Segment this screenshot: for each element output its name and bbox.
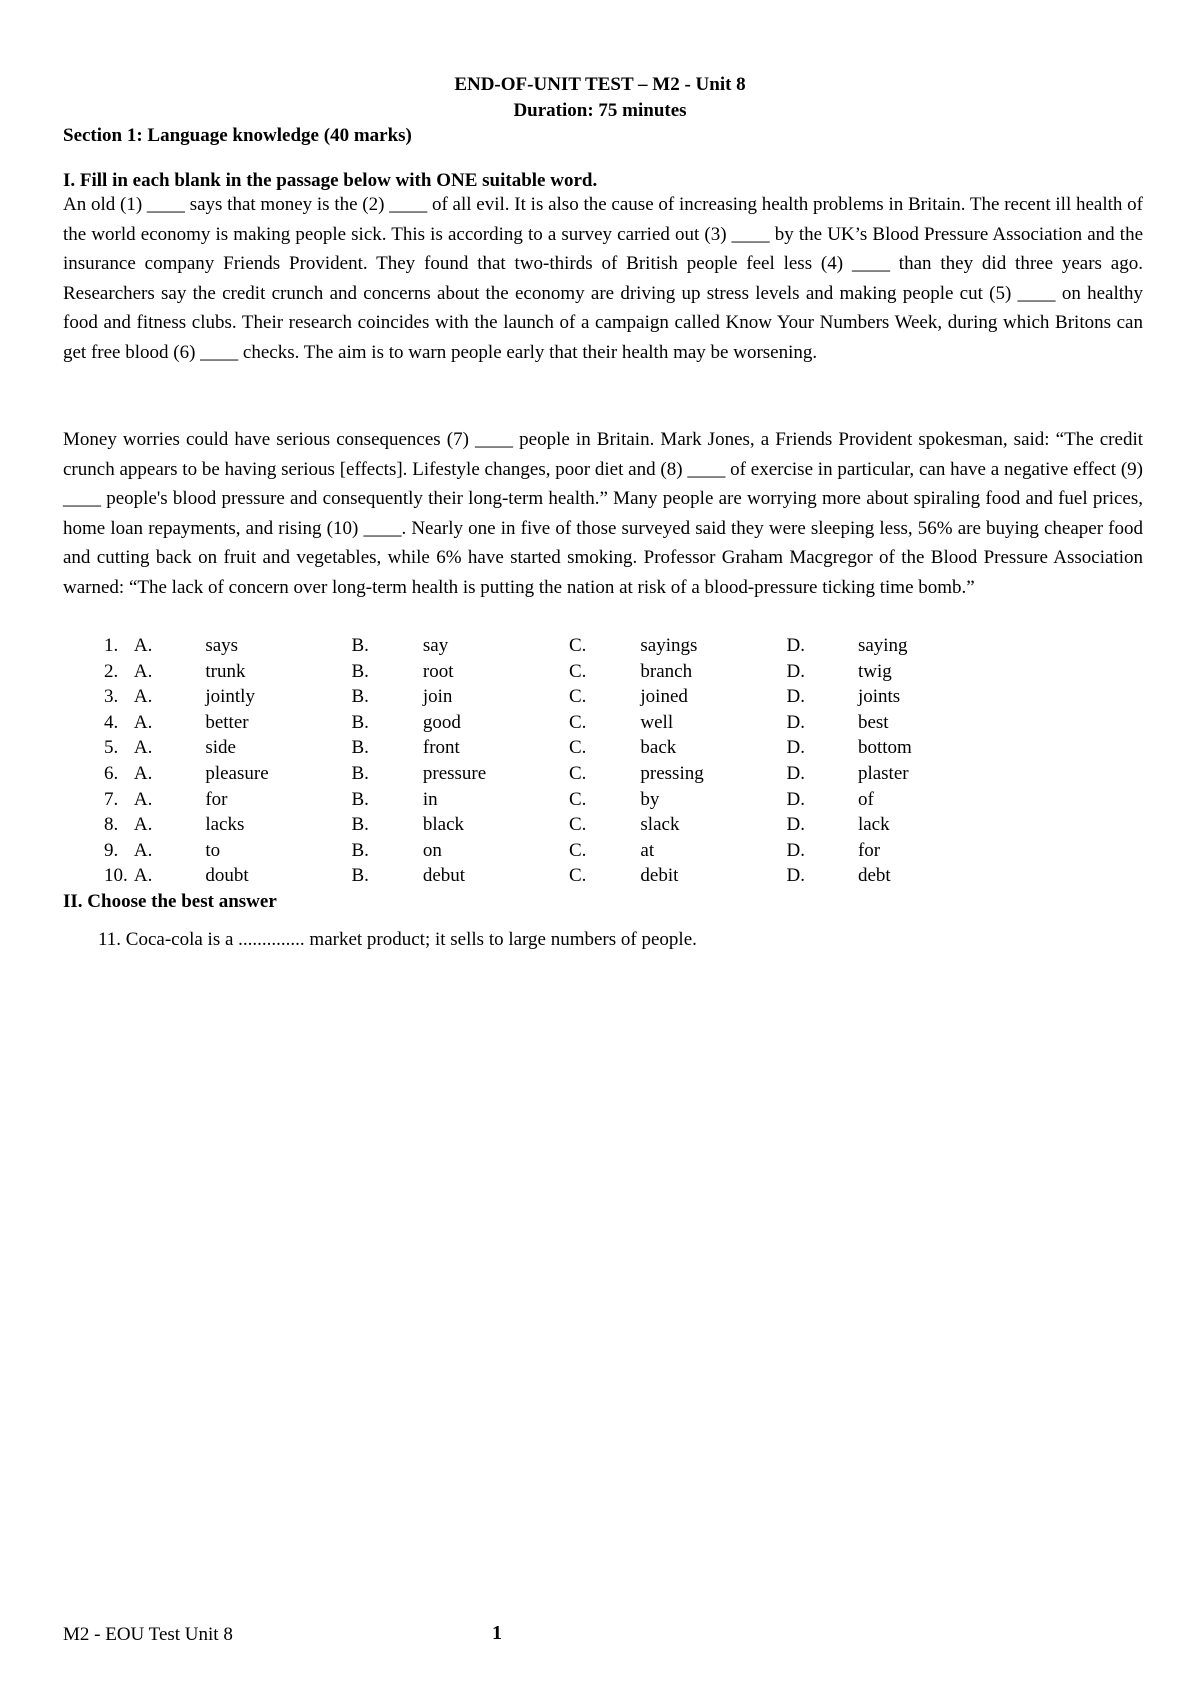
- option-letter-a: A.: [133, 686, 153, 708]
- option-c-word: at: [640, 839, 655, 861]
- option-letter-b: B.: [351, 839, 369, 861]
- option-b-word: black: [422, 814, 465, 836]
- option-a-word: to: [205, 839, 221, 861]
- option-letter-b: B.: [351, 814, 369, 836]
- option-letter-d: D.: [786, 788, 805, 810]
- option-d-word: best: [857, 711, 889, 733]
- section-1-title: Section 1: Language knowledge (40 marks): [63, 125, 412, 146]
- option-c-word: pressing: [640, 762, 704, 784]
- option-c-word: debit: [640, 865, 679, 887]
- passage-paragraph-1: An old (1) ____ says that money is the (2) ____ of all evil. It is also the cause of increasing health problems in Britain. The recent ill health of the world economy is making people sick. This is according to a survey carried out (3) ____ by the UK’s Blood Pressure Association and the insurance company Friends Provident. They found that two-thirds of British people feel less (4) ____ than they did three years ago. Researchers say the credit crunch and concerns about the economy are driving up stress levels and making people cut (5) ____ on healthy food and fitness clubs. Their research coincides with the launch of a campaign called Know Your Numbers Week, during which Britons can get free blood (6) ____ checks. The aim is to warn people early that their health may be worsening.: [63, 194, 1143, 363]
- option-c-word: branch: [640, 660, 693, 682]
- option-c-word: sayings: [640, 635, 698, 656]
- option-letter-a: A.: [133, 635, 153, 656]
- option-row: [104, 659, 1004, 685]
- option-b-word: root: [422, 660, 454, 682]
- option-letter-a: A.: [133, 737, 153, 759]
- option-d-word: plaster: [857, 762, 909, 784]
- option-letter-b: B.: [351, 737, 369, 759]
- option-letter-c: C.: [568, 737, 587, 759]
- option-d-word: lack: [857, 814, 890, 836]
- option-row: [104, 710, 1004, 736]
- option-b-word: say: [422, 635, 449, 656]
- option-a-word: for: [205, 788, 228, 810]
- option-a-word: trunk: [205, 660, 246, 682]
- passage-paragraph-2: Money worries could have serious consequences (7) ____ people in Britain. Mark Jones, a Friends Provident spokesman, said: “The credit crunch appears to be having serious [effects]. Lifestyle changes, poor diet and (8) ____ of exercise in particular, can have a negative effect (9) ____ people's blood pressure and consequently their long-term health.” Many people are worrying more about spiraling food and fuel prices, home loan repayments, and rising (10) ____. Nearly one in five of those surveyed said they were sleeping less, 56% are buying cheaper food and cutting back on fruit and vegetables, while 6% have started smoking. Professor Graham Macgregor of the Blood Pressure Association warned: “The lack of concern over long-term health is putting the nation at risk of a blood-pressure ticking time bomb.”: [63, 429, 1143, 598]
- part-2-heading: II. Choose the best answer: [63, 891, 277, 912]
- option-row: [104, 735, 1004, 761]
- option-letter-d: D.: [786, 635, 805, 656]
- option-row: [104, 863, 1004, 889]
- option-letter-a: A.: [133, 839, 153, 861]
- option-letter-c: C.: [568, 711, 587, 733]
- option-b-word: pressure: [422, 762, 487, 784]
- option-d-word: for: [857, 839, 881, 861]
- option-d-word: bottom: [857, 737, 912, 759]
- option-number: 1.: [104, 635, 119, 656]
- options-table: [104, 633, 1004, 889]
- option-letter-b: B.: [351, 635, 369, 656]
- option-row: [104, 761, 1004, 787]
- option-c-word: by: [640, 788, 660, 810]
- option-c-word: joined: [640, 686, 688, 708]
- option-letter-a: A.: [133, 711, 153, 733]
- option-letter-d: D.: [786, 711, 805, 733]
- option-letter-a: A.: [133, 660, 153, 682]
- option-a-word: doubt: [205, 865, 249, 887]
- option-letter-c: C.: [568, 660, 587, 682]
- option-number: 4.: [104, 711, 119, 733]
- option-b-word: in: [422, 788, 438, 810]
- option-row: [104, 684, 1004, 710]
- option-b-word: good: [422, 711, 461, 733]
- option-b-word: debut: [422, 865, 466, 887]
- part-1-heading: I. Fill in each blank in the passage below with ONE suitable word.: [63, 170, 598, 191]
- option-number: 5.: [104, 737, 119, 759]
- option-a-word: lacks: [205, 814, 245, 836]
- option-a-word: better: [205, 711, 249, 733]
- option-d-word: joints: [857, 686, 901, 708]
- question-11: 11. Coca-cola is a .............. market product; it sells to large numbers of people.: [98, 929, 697, 950]
- option-number: 10.: [104, 865, 128, 887]
- option-letter-c: C.: [568, 788, 587, 810]
- option-a-word: side: [205, 737, 236, 759]
- option-row: [104, 812, 1004, 838]
- option-letter-d: D.: [786, 737, 805, 759]
- option-letter-c: C.: [568, 762, 587, 784]
- option-number: 9.: [104, 839, 119, 861]
- test-duration: Duration: 75 minutes: [513, 100, 687, 121]
- option-letter-b: B.: [351, 788, 369, 810]
- option-number: 3.: [104, 686, 119, 708]
- option-number: 2.: [104, 660, 119, 682]
- option-d-word: twig: [857, 660, 892, 682]
- option-letter-d: D.: [786, 762, 805, 784]
- footer-label: M2 - EOU Test Unit 8: [63, 1624, 233, 1645]
- option-c-word: slack: [640, 814, 680, 836]
- option-letter-b: B.: [351, 762, 369, 784]
- option-letter-a: A.: [133, 814, 153, 836]
- option-letter-a: A.: [133, 865, 153, 887]
- option-letter-b: B.: [351, 865, 369, 887]
- option-letter-c: C.: [568, 865, 587, 887]
- option-letter-b: B.: [351, 711, 369, 733]
- option-letter-a: A.: [133, 788, 153, 810]
- option-b-word: join: [422, 686, 453, 708]
- option-d-word: debt: [857, 865, 891, 887]
- option-a-word: pleasure: [205, 762, 269, 784]
- page-number: 1: [492, 1622, 502, 1644]
- option-row: [104, 633, 1004, 659]
- option-b-word: front: [422, 737, 460, 759]
- option-letter-d: D.: [786, 660, 805, 682]
- option-c-word: back: [640, 737, 677, 759]
- option-letter-b: B.: [351, 660, 369, 682]
- option-d-word: saying: [857, 635, 908, 656]
- option-letter-a: A.: [133, 762, 153, 784]
- option-letter-c: C.: [568, 814, 587, 836]
- option-row: [104, 838, 1004, 864]
- option-letter-d: D.: [786, 839, 805, 861]
- option-c-word: well: [640, 711, 674, 733]
- option-letter-d: D.: [786, 686, 805, 708]
- option-letter-b: B.: [351, 686, 369, 708]
- option-letter-c: C.: [568, 635, 587, 656]
- option-number: 7.: [104, 788, 119, 810]
- option-a-word: jointly: [205, 686, 255, 708]
- option-d-word: of: [857, 788, 874, 810]
- option-letter-d: D.: [786, 814, 805, 836]
- option-number: 6.: [104, 762, 119, 784]
- option-letter-c: C.: [568, 839, 587, 861]
- test-title: END-OF-UNIT TEST – M2 - Unit 8: [454, 74, 746, 95]
- option-b-word: on: [422, 839, 442, 861]
- option-a-word: says: [205, 635, 239, 656]
- option-number: 8.: [104, 814, 119, 836]
- option-row: [104, 787, 1004, 813]
- option-letter-d: D.: [786, 865, 805, 887]
- option-letter-c: C.: [568, 686, 587, 708]
